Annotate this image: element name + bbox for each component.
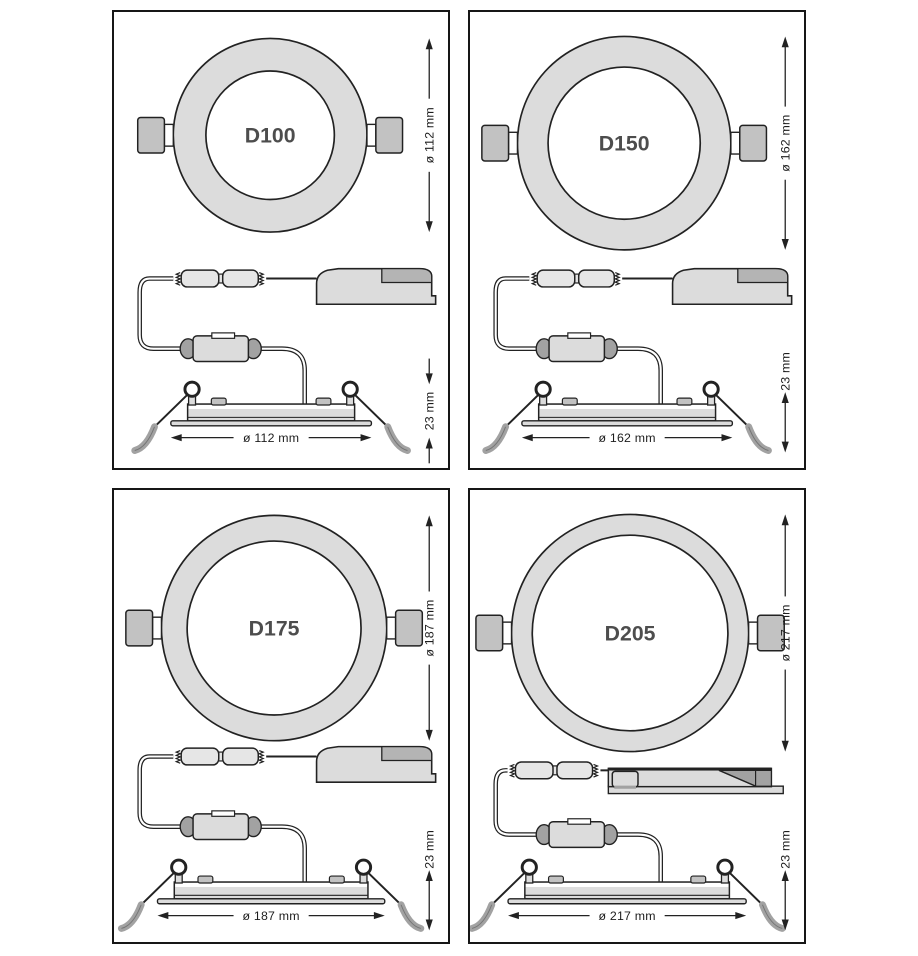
dimension-height	[779, 352, 793, 452]
driver-terminal	[612, 771, 638, 787]
led-driver	[673, 269, 792, 305]
height-dimension-label: 23 mm	[422, 830, 437, 869]
clip-pivot-ring	[343, 382, 357, 396]
plug-male	[223, 270, 259, 287]
dimension-cutout	[522, 431, 732, 445]
spring-foot	[401, 905, 421, 929]
plug-female	[181, 748, 219, 765]
clip-pivot-ring	[185, 382, 199, 396]
dimension-height	[779, 830, 793, 930]
dimension-height	[423, 830, 437, 930]
inline-cable-box	[536, 333, 617, 362]
led-driver	[608, 768, 783, 794]
product-label: D150	[598, 131, 650, 156]
cutout-dimension-label: ø 112 mm	[243, 431, 300, 446]
mounting-clip-left	[482, 125, 509, 161]
plug-female	[515, 762, 553, 779]
clip-pivot-ring	[356, 860, 370, 874]
spring-foot	[121, 905, 141, 929]
product-label: D100	[244, 123, 296, 148]
dimension-cutout	[157, 909, 384, 923]
mounting-clip-right	[396, 610, 423, 646]
quick-connector	[532, 270, 672, 287]
dimension-diameter	[779, 36, 793, 249]
mounting-clip-left	[476, 615, 503, 651]
inline-cable-box	[536, 819, 617, 848]
dimension-diameter	[423, 515, 437, 740]
height-dimension-label: 23 mm	[778, 352, 793, 391]
top-view	[138, 38, 403, 232]
panel-d150	[468, 10, 806, 470]
technical-drawing-d100	[114, 12, 448, 468]
clip-pivot-ring	[718, 860, 732, 874]
diameter-dimension-label: ø 187 mm	[422, 599, 437, 657]
trim-flange	[522, 421, 732, 426]
plug-female	[537, 270, 575, 287]
quick-connector	[176, 270, 316, 287]
spring-foot	[486, 427, 506, 451]
clip-bracket	[749, 622, 758, 644]
clip-pivot-ring	[704, 382, 718, 396]
product-label: D175	[248, 616, 300, 641]
driver-accent-section	[382, 269, 432, 283]
inline-cable-box	[180, 811, 261, 840]
spring-foot	[472, 905, 492, 929]
mounting-clip-right	[376, 117, 403, 153]
quick-connector	[176, 748, 316, 765]
quick-connector	[511, 762, 610, 779]
clip-bracket	[503, 622, 512, 644]
dimension-cutout	[171, 431, 372, 445]
led-driver	[317, 269, 436, 305]
technical-drawing-d150	[470, 12, 804, 468]
spring-foot	[135, 427, 155, 451]
dimension-height	[423, 359, 437, 464]
clip-bracket	[387, 617, 396, 639]
diameter-dimension-label: ø 112 mm	[422, 107, 437, 164]
clip-pivot-ring	[536, 382, 550, 396]
dimension-diameter	[423, 38, 437, 232]
clip-bracket	[153, 617, 162, 639]
mounting-clip-right	[740, 125, 767, 161]
cutout-dimension-label: ø 187 mm	[242, 909, 300, 924]
led-driver	[317, 747, 436, 783]
clip-bracket	[164, 124, 173, 146]
clip-pivot-ring	[172, 860, 186, 874]
spring-foot	[388, 427, 408, 451]
mounting-clip-left	[126, 610, 153, 646]
height-dimension-label: 23 mm	[422, 391, 437, 431]
driver-accent-section	[382, 747, 432, 761]
clip-bracket	[731, 132, 740, 154]
cutout-dimension-label: ø 217 mm	[598, 909, 656, 924]
panel-d100	[112, 10, 450, 470]
trim-flange	[171, 421, 372, 426]
spring-foot	[762, 905, 782, 929]
plug-female	[181, 270, 219, 287]
technical-drawing-d175	[114, 490, 448, 942]
trim-flange	[157, 899, 384, 904]
dimension-diameter	[779, 514, 793, 751]
trim-flange	[508, 899, 746, 904]
panel-d175	[112, 488, 450, 944]
panel-d205	[468, 488, 806, 944]
top-view	[482, 36, 767, 249]
clip-bracket	[367, 124, 376, 146]
top-view	[476, 514, 784, 751]
side-view	[496, 762, 784, 882]
cutout-dimension-label: ø 162 mm	[598, 431, 656, 446]
inline-cable-box	[180, 333, 261, 362]
side-view	[140, 269, 436, 404]
plug-male	[557, 762, 593, 779]
height-dimension-label: 23 mm	[778, 830, 793, 869]
top-view	[126, 515, 422, 740]
technical-drawing-d205	[470, 490, 804, 942]
product-label: D205	[604, 621, 656, 646]
diameter-dimension-label: ø 162 mm	[778, 114, 793, 172]
spring-foot	[749, 427, 769, 451]
plug-male	[223, 748, 259, 765]
dimension-cutout	[508, 909, 746, 923]
driver-accent-section	[738, 269, 788, 283]
mounting-clip-left	[138, 117, 165, 153]
clip-pivot-ring	[522, 860, 536, 874]
diameter-dimension-label: ø 217 mm	[778, 604, 793, 662]
plug-male	[579, 270, 615, 287]
clip-bracket	[509, 132, 518, 154]
